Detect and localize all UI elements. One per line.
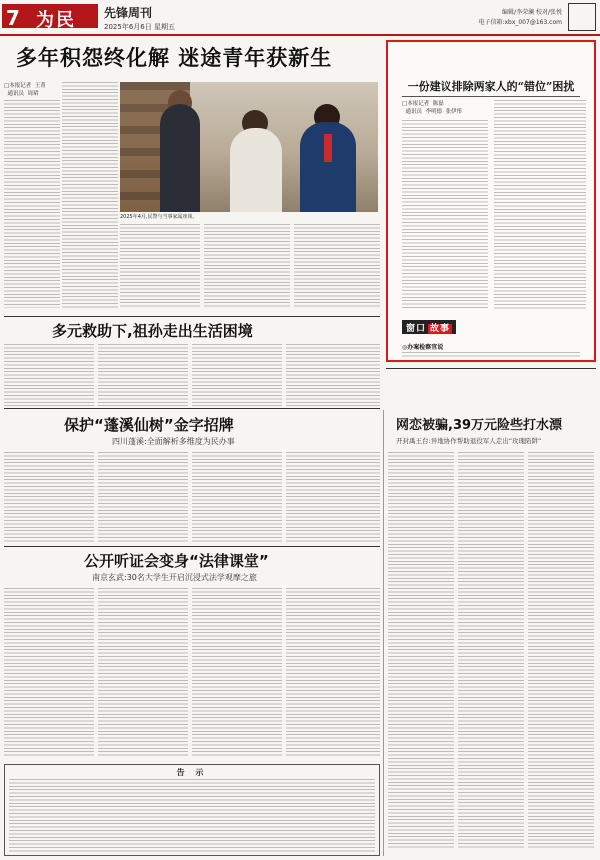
page-header [0, 0, 600, 36]
feature-kicker [402, 320, 456, 334]
main-headline: 多年积怨终化解 迷途青年获新生 [16, 46, 333, 70]
kicker-right: 故事 [430, 324, 451, 334]
divider [4, 546, 380, 547]
story3-subhead: 四川蓬溪:全面解析多维度为民办事 [112, 437, 235, 446]
main-body-col1 [4, 100, 60, 308]
feature-col1 [402, 120, 488, 310]
story2-headline: 多元救助下,祖孙走出生活困境 [52, 322, 253, 340]
story3-headline: 保护“蓬溪仙树”金字招牌 [64, 416, 234, 434]
feature-box [386, 40, 596, 362]
main-byline: □本报记者 王菁 通讯员 周珺 [4, 83, 46, 97]
issue-date: 2025年6月6日 星期五 [104, 23, 175, 31]
divider [4, 408, 380, 409]
section-name: 为民 [36, 10, 76, 31]
story5-headline: 网恋被骗,39万元险些打水漂 [396, 418, 563, 433]
editor-line: 编辑/李荣澜 校对/张悦 [502, 9, 562, 16]
main-body-col4 [204, 224, 290, 308]
masthead-logo [568, 3, 596, 31]
feature-col2 [494, 100, 586, 310]
story4-col1 [4, 588, 94, 758]
story2-col4 [286, 344, 380, 406]
kicker-left: 窗口 [406, 324, 427, 334]
story2-col3 [192, 344, 282, 406]
story3-col2 [98, 452, 188, 542]
story5-col3 [528, 452, 594, 850]
story3-col4 [286, 452, 380, 542]
story4-col2 [98, 588, 188, 758]
column-rule [383, 410, 384, 856]
story3-col3 [192, 452, 282, 542]
feature-byline: □本报记者 陈磊 通讯员 李明德 张伊彤 [402, 101, 462, 115]
feature-headline: 一份建议排除两家人的“错位”困扰 [407, 80, 575, 93]
story4-headline: 公开听证会变身“法律课堂” [84, 552, 269, 570]
news-photo [120, 82, 378, 212]
main-body-col3 [120, 224, 200, 308]
divider [386, 368, 596, 369]
story2-col1 [4, 344, 94, 406]
story5-col1 [388, 452, 454, 850]
prosecutor-note-label: ◎办案检察官说 [402, 344, 444, 351]
page-number: 7 [6, 6, 20, 30]
story2-col2 [98, 344, 188, 406]
story3-col1 [4, 452, 94, 542]
story5-subhead: 开封禹王台:异地协作帮助退役军人走出“玫瑰陷阱” [396, 437, 542, 445]
story5-col2 [458, 452, 524, 850]
divider [4, 316, 380, 317]
column-name: 先锋周刊 [104, 6, 153, 20]
main-body-col2 [62, 82, 118, 308]
section-banner [2, 4, 98, 31]
public-notice [4, 764, 380, 856]
story4-col3 [192, 588, 282, 758]
header-credits [478, 8, 562, 28]
main-body-col5 [294, 224, 380, 308]
story4-col4 [286, 588, 380, 758]
feature-rule [402, 96, 580, 97]
notice-body [9, 779, 375, 853]
photo-caption: 2025年4月,民警与当事家属座谈。 [120, 214, 198, 220]
story4-subhead: 南京玄武:30名大学生开启沉浸式法学观摩之旅 [92, 573, 257, 582]
prosecutor-note-text [402, 352, 580, 358]
notice-title: 告 示 [176, 768, 208, 777]
email-line: 电子信箱:xbx_007@163.com [478, 19, 562, 26]
